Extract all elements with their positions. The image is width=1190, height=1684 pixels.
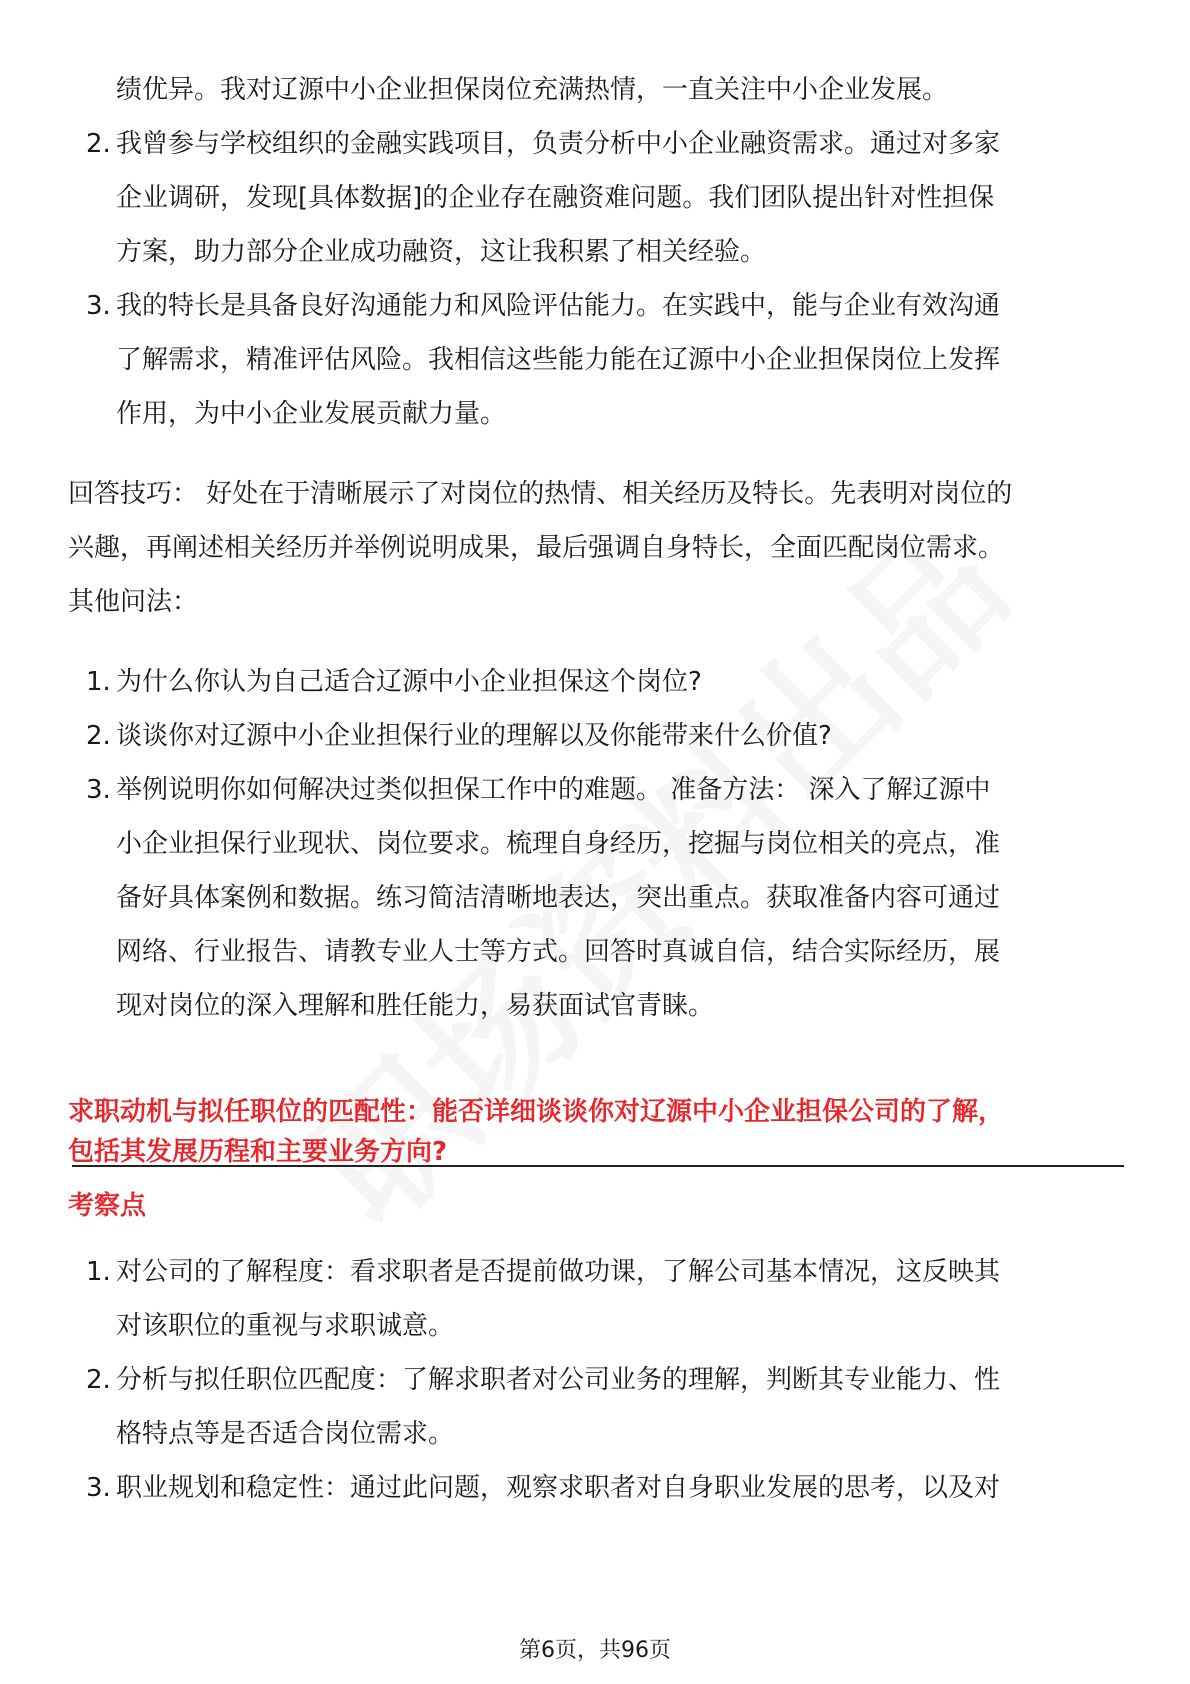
list-item-text: 格特点等是否适合岗位需求。	[116, 1419, 455, 1449]
list-item-text: 举例说明你如何解决过类似担保工作中的难题。 准备方法： 深入了解辽源中	[116, 775, 991, 805]
list-item-text: 小企业担保行业现状、岗位要求。梳理自身经历，挖掘与岗位相关的亮点，准	[116, 829, 1001, 859]
list-item-text: 对公司的了解程度：看求职者是否提前做功课，了解公司基本情况，这反映其	[116, 1257, 1001, 1287]
list-item-text: 分析与拟任职位匹配度：了解求职者对公司业务的理解，判断其专业能力、性	[116, 1365, 1001, 1395]
page-number: 第6页，共96页	[519, 1638, 671, 1663]
list-item-text: 为什么你认为自己适合辽源中小企业担保这个岗位?	[116, 667, 702, 697]
list-item-text: 网络、行业报告、请教专业人士等方式。回答时真诚自信，结合实际经历，展	[116, 937, 1001, 967]
list-item-text: 了解需求，精准评估风险。我相信这些能力能在辽源中小企业担保岗位上发挥	[116, 345, 1001, 375]
section-subtitle: 考察点	[68, 1191, 147, 1221]
list-item-number: 2.	[86, 129, 111, 159]
list-item-number: 3.	[86, 1473, 111, 1503]
list-item-number: 3.	[86, 291, 111, 321]
list-item-number: 3.	[86, 775, 111, 805]
list-item-text: 作用，为中小企业发展贡献力量。	[116, 399, 507, 429]
section-title: 包括其发展历程和主要业务方向?	[68, 1137, 448, 1167]
list-item-number: 2.	[86, 721, 111, 751]
list-item-number: 1.	[86, 1257, 111, 1287]
section-title: 求职动机与拟任职位的匹配性：能否详细谈谈你对辽源中小企业担保公司的了解，	[68, 1097, 1005, 1127]
tips-paragraph: 兴趣，再阐述相关经历并举例说明成果，最后强调自身特长，全面匹配岗位需求。	[68, 533, 1005, 563]
other-questions-label: 其他问法：	[68, 587, 199, 617]
list-item-text: 职业规划和稳定性：通过此问题，观察求职者对自身职业发展的思考，以及对	[116, 1473, 1001, 1503]
list-item-text: 我曾参与学校组织的金融实践项目，负责分析中小企业融资需求。通过对多家	[116, 129, 1001, 159]
list-item-text: 现对岗位的深入理解和胜任能力，易获面试官青睐。	[116, 991, 715, 1021]
list-item-text: 我的特长是具备良好沟通能力和风险评估能力。在实践中，能与企业有效沟通	[116, 291, 1001, 321]
list-item-number: 1.	[86, 667, 111, 697]
list-item-continuation: 绩优异。我对辽源中小企业担保岗位充满热情，一直关注中小企业发展。	[116, 75, 949, 105]
tips-paragraph: 回答技巧： 好处在于清晰展示了对岗位的热情、相关经历及特长。先表明对岗位的	[68, 479, 1013, 509]
list-item-text: 方案，助力部分企业成功融资，这让我积累了相关经验。	[116, 237, 767, 267]
list-item-text: 谈谈你对辽源中小企业担保行业的理解以及你能带来什么价值?	[116, 721, 832, 751]
list-item-text: 企业调研，发现[具体数据]的企业存在融资难问题。我们团队提出针对性担保	[116, 183, 995, 213]
list-item-number: 2.	[86, 1365, 111, 1395]
list-item-text: 备好具体案例和数据。练习简洁清晰地表达，突出重点。获取准备内容可通过	[116, 883, 1001, 913]
list-item-text: 对该职位的重视与求职诚意。	[116, 1311, 455, 1341]
